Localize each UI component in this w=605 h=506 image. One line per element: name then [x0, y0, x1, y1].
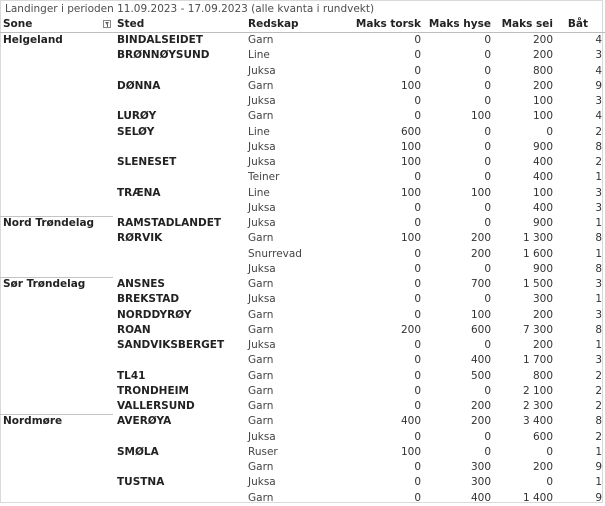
cell-maks-torsk: 0	[414, 354, 421, 367]
cell-redskap: Garn	[248, 34, 274, 46]
cell-maks-torsk: 0	[414, 64, 421, 77]
cell-redskap: Juksa	[248, 430, 276, 443]
cell-sted: LURØY	[117, 110, 157, 123]
cell-redskap: Line	[248, 125, 270, 138]
table-row	[0, 231, 605, 246]
cell-redskap: Juksa	[248, 217, 276, 229]
cell-redskap: Juksa	[248, 293, 276, 306]
table-row	[0, 186, 605, 201]
cell-maks-hyse: 400	[470, 354, 491, 367]
cell-maks-torsk: 0	[414, 110, 421, 123]
header-bat[interactable]: Båt	[567, 18, 588, 30]
cell-redskap: Juksa	[248, 64, 276, 77]
cell-sted: SANDVIKSBERGET	[117, 339, 225, 351]
cell-bat: 2	[595, 369, 602, 382]
cell-maks-sei: 1 600	[522, 247, 553, 260]
table-row	[0, 323, 605, 338]
cell-maks-hyse: 0	[484, 262, 491, 275]
cell-sted: TRÆNA	[117, 186, 161, 199]
cell-redskap: Ruser	[248, 445, 278, 458]
cell-sted: SMØLA	[117, 445, 159, 458]
cell-maks-hyse: 200	[470, 415, 491, 428]
cell-maks-hyse: 0	[484, 125, 491, 138]
cell-bat: 8	[595, 323, 602, 336]
header-maks-torsk[interactable]: Maks torsk	[355, 18, 421, 30]
cell-redskap: Juksa	[248, 339, 276, 351]
cell-maks-torsk: 600	[400, 125, 421, 138]
cell-maks-torsk: 0	[414, 262, 421, 275]
table-row	[0, 170, 605, 185]
cell-maks-torsk: 100	[400, 79, 421, 92]
cell-maks-torsk: 100	[400, 186, 421, 199]
cell-maks-hyse: 100	[470, 186, 491, 199]
cell-maks-torsk: 0	[414, 369, 421, 382]
cell-redskap: Line	[248, 186, 270, 199]
table-header	[0, 17, 605, 33]
cell-maks-hyse: 200	[470, 247, 491, 260]
cell-maks-torsk: 0	[414, 95, 421, 107]
cell-maks-hyse: 300	[470, 476, 491, 489]
header-maks-sei[interactable]: Maks sei	[501, 18, 553, 30]
cell-maks-torsk: 100	[400, 140, 421, 153]
cell-sted: DØNNA	[117, 79, 161, 92]
cell-maks-sei: 100	[532, 95, 553, 107]
cell-maks-torsk: 0	[414, 278, 421, 290]
cell-maks-torsk: 100	[400, 445, 421, 458]
cell-maks-sei: 400	[532, 171, 553, 184]
cell-redskap: Garn	[248, 323, 274, 336]
cell-redskap: Garn	[248, 232, 274, 245]
cell-maks-torsk: 0	[414, 400, 421, 412]
cell-bat: 3	[595, 186, 602, 199]
cell-maks-sei: 7 300	[522, 323, 553, 336]
table-row	[0, 201, 605, 216]
cell-sted: NORDDYRØY	[117, 308, 192, 321]
cell-bat: 4	[595, 64, 602, 77]
cell-maks-sei: 2 300	[522, 400, 553, 412]
cell-redskap: Garn	[248, 461, 274, 473]
cell-bat: 2	[595, 156, 602, 168]
cell-bat: 3	[595, 49, 602, 62]
table-row	[0, 369, 605, 384]
table-row	[0, 475, 605, 490]
cell-sted: VALLERSUND	[117, 400, 195, 412]
cell-redskap: Garn	[248, 79, 274, 92]
cell-maks-sei: 200	[532, 339, 553, 351]
cell-sone: Sør Trøndelag	[3, 278, 86, 290]
cell-maks-hyse: 400	[470, 491, 491, 504]
cell-maks-sei: 100	[532, 186, 553, 199]
cell-maks-sei: 200	[532, 79, 553, 92]
cell-maks-sei: 100	[532, 110, 553, 123]
cell-maks-hyse: 500	[470, 369, 491, 382]
cell-maks-torsk: 0	[414, 293, 421, 306]
cell-bat: 3	[595, 278, 602, 290]
table-row	[0, 216, 605, 231]
cell-bat: 8	[595, 262, 602, 275]
cell-maks-sei: 1 500	[522, 278, 553, 290]
cell-maks-torsk: 0	[414, 308, 421, 321]
cell-maks-sei: 0	[546, 445, 553, 458]
cell-maks-torsk: 200	[400, 323, 421, 336]
cell-bat: 1	[595, 445, 602, 458]
cell-bat: 2	[595, 125, 602, 138]
table-row	[0, 399, 605, 414]
cell-sted: ROAN	[117, 323, 151, 336]
table-row	[0, 277, 605, 292]
cell-maks-torsk: 0	[414, 461, 421, 473]
cell-bat: 1	[595, 476, 602, 489]
cell-maks-sei: 200	[532, 308, 553, 321]
table-row	[0, 308, 605, 323]
cell-bat: 3	[595, 95, 602, 107]
cell-bat: 8	[595, 232, 602, 245]
cell-maks-sei: 400	[532, 201, 553, 214]
cell-bat: 1	[595, 293, 602, 306]
cell-bat: 4	[595, 110, 602, 123]
cell-sted: AVERØYA	[117, 415, 172, 428]
table-row	[0, 460, 605, 475]
cell-sted: RAMSTADLANDET	[117, 217, 222, 229]
cell-sted: BREKSTAD	[117, 293, 180, 306]
cell-bat: 9	[595, 79, 602, 92]
cell-redskap: Garn	[248, 415, 274, 428]
cell-sted: TL41	[117, 369, 146, 382]
cell-bat: 3	[595, 308, 602, 321]
table-row	[0, 430, 605, 445]
cell-bat: 1	[595, 339, 602, 351]
cell-sted: SELØY	[117, 125, 155, 138]
cell-maks-sei: 900	[532, 140, 553, 153]
cell-maks-torsk: 0	[414, 430, 421, 443]
cell-maks-sei: 400	[532, 156, 553, 168]
cell-redskap: Juksa	[248, 156, 276, 168]
table-row	[0, 414, 605, 429]
cell-maks-torsk: 0	[414, 384, 421, 397]
cell-maks-sei: 200	[532, 49, 553, 62]
cell-bat: 1	[595, 171, 602, 184]
cell-bat: 2	[595, 384, 602, 397]
cell-sted: SLENESET	[117, 156, 177, 168]
cell-maks-torsk: 0	[414, 476, 421, 489]
cell-redskap: Snurrevad	[248, 247, 302, 260]
cell-redskap: Garn	[248, 369, 274, 382]
cell-maks-hyse: 0	[484, 95, 491, 107]
cell-bat: 3	[595, 354, 602, 367]
table-row	[0, 445, 605, 460]
cell-bat: 1	[595, 247, 602, 260]
cell-maks-sei: 900	[532, 217, 553, 229]
cell-redskap: Juksa	[248, 95, 276, 107]
cell-redskap: Juksa	[248, 201, 276, 214]
table-row	[0, 140, 605, 155]
cell-maks-torsk: 0	[414, 171, 421, 184]
cell-bat: 4	[595, 34, 602, 46]
table-row	[0, 94, 605, 109]
cell-sted: BRØNNØYSUND	[117, 49, 210, 62]
cell-sone: Helgeland	[3, 34, 63, 46]
cell-maks-sei: 200	[532, 461, 553, 473]
table-row	[0, 79, 605, 94]
table-row	[0, 338, 605, 353]
cell-bat: 9	[595, 491, 602, 504]
cell-redskap: Garn	[248, 278, 274, 290]
cell-redskap: Juksa	[248, 262, 276, 275]
cell-maks-hyse: 200	[470, 400, 491, 412]
cell-maks-hyse: 200	[470, 232, 491, 245]
cell-maks-torsk: 400	[400, 415, 421, 428]
cell-sted: TUSTNA	[117, 476, 165, 489]
report-title: Landinger i perioden 11.09.2023 - 17.09.2023 (alle kvanta i rundvekt)	[5, 3, 375, 15]
cell-maks-hyse: 700	[470, 278, 491, 290]
cell-maks-hyse: 0	[484, 430, 491, 443]
table-row	[0, 384, 605, 399]
table-row	[0, 125, 605, 140]
cell-maks-sei: 800	[532, 369, 553, 382]
cell-maks-sei: 1 300	[522, 232, 553, 245]
cell-redskap: Garn	[248, 491, 274, 504]
cell-maks-hyse: 0	[484, 34, 491, 46]
cell-maks-sei: 200	[532, 34, 553, 46]
cell-redskap: Juksa	[248, 476, 276, 489]
table-row	[0, 292, 605, 307]
cell-maks-torsk: 100	[400, 232, 421, 245]
cell-sted: TRONDHEIM	[117, 384, 189, 397]
cell-maks-sei: 3 400	[522, 415, 553, 428]
header-redskap[interactable]: Redskap	[248, 18, 299, 30]
table-row	[0, 155, 605, 170]
table-row	[0, 33, 605, 48]
cell-redskap: Line	[248, 49, 270, 62]
cell-maks-hyse: 0	[484, 156, 491, 168]
header-maks-hyse[interactable]: Maks hyse	[428, 18, 491, 30]
cell-bat: 2	[595, 430, 602, 443]
cell-bat: 1	[595, 217, 602, 229]
cell-maks-hyse: 600	[470, 323, 491, 336]
cell-maks-hyse: 300	[470, 461, 491, 473]
cell-redskap: Teiner	[248, 171, 280, 184]
cell-bat: 2	[595, 400, 602, 412]
cell-maks-torsk: 0	[414, 247, 421, 260]
cell-maks-hyse: 100	[470, 110, 491, 123]
cell-maks-hyse: 0	[484, 201, 491, 214]
cell-redskap: Garn	[248, 110, 274, 123]
table-row	[0, 353, 605, 368]
cell-maks-hyse: 0	[484, 217, 491, 229]
cell-redskap: Garn	[248, 400, 274, 412]
cell-maks-sei: 600	[532, 430, 553, 443]
table-row	[0, 491, 605, 506]
cell-maks-hyse: 0	[484, 171, 491, 184]
table-row	[0, 247, 605, 262]
cell-redskap: Juksa	[248, 140, 276, 153]
table-row	[0, 109, 605, 124]
cell-maks-sei: 900	[532, 262, 553, 275]
cell-maks-hyse: 0	[484, 64, 491, 77]
cell-maks-sei: 1 700	[522, 354, 553, 367]
cell-maks-torsk: 0	[414, 49, 421, 62]
header-sone[interactable]: Sone	[3, 18, 33, 30]
cell-maks-hyse: 0	[484, 79, 491, 92]
cell-bat: 8	[595, 415, 602, 428]
cell-maks-torsk: 0	[414, 339, 421, 351]
cell-maks-torsk: 0	[414, 34, 421, 46]
cell-maks-hyse: 100	[470, 308, 491, 321]
cell-redskap: Garn	[248, 384, 274, 397]
cell-sted: RØRVIK	[117, 232, 163, 245]
cell-maks-hyse: 0	[484, 339, 491, 351]
header-sted[interactable]: Sted	[117, 18, 145, 30]
cell-maks-torsk: 0	[414, 491, 421, 504]
cell-sone: Nord Trøndelag	[3, 217, 95, 229]
cell-redskap: Garn	[248, 354, 274, 367]
cell-maks-hyse: 0	[484, 49, 491, 62]
table-row	[0, 48, 605, 63]
cell-maks-hyse: 0	[484, 293, 491, 306]
cell-redskap: Garn	[248, 308, 274, 321]
cell-maks-hyse: 0	[484, 384, 491, 397]
table-row	[0, 64, 605, 79]
cell-maks-sei: 0	[546, 476, 553, 489]
cell-sone: Nordmøre	[3, 415, 63, 428]
cell-bat: 8	[595, 140, 602, 153]
cell-maks-sei: 300	[532, 293, 553, 306]
cell-maks-sei: 2 100	[522, 384, 553, 397]
cell-sted: ANSNES	[117, 278, 165, 290]
cell-maks-torsk: 0	[414, 201, 421, 214]
cell-sted: BINDALSEIDET	[117, 34, 203, 46]
cell-bat: 3	[595, 201, 602, 214]
cell-maks-sei: 800	[532, 64, 553, 77]
cell-maks-hyse: 0	[484, 445, 491, 458]
cell-maks-sei: 1 400	[522, 491, 553, 504]
cell-maks-hyse: 0	[484, 140, 491, 153]
cell-maks-sei: 0	[546, 125, 553, 138]
cell-maks-torsk: 0	[414, 217, 421, 229]
filter-icon[interactable]	[103, 20, 111, 28]
table-row	[0, 262, 605, 277]
cell-maks-torsk: 100	[400, 156, 421, 168]
cell-bat: 9	[595, 461, 602, 473]
